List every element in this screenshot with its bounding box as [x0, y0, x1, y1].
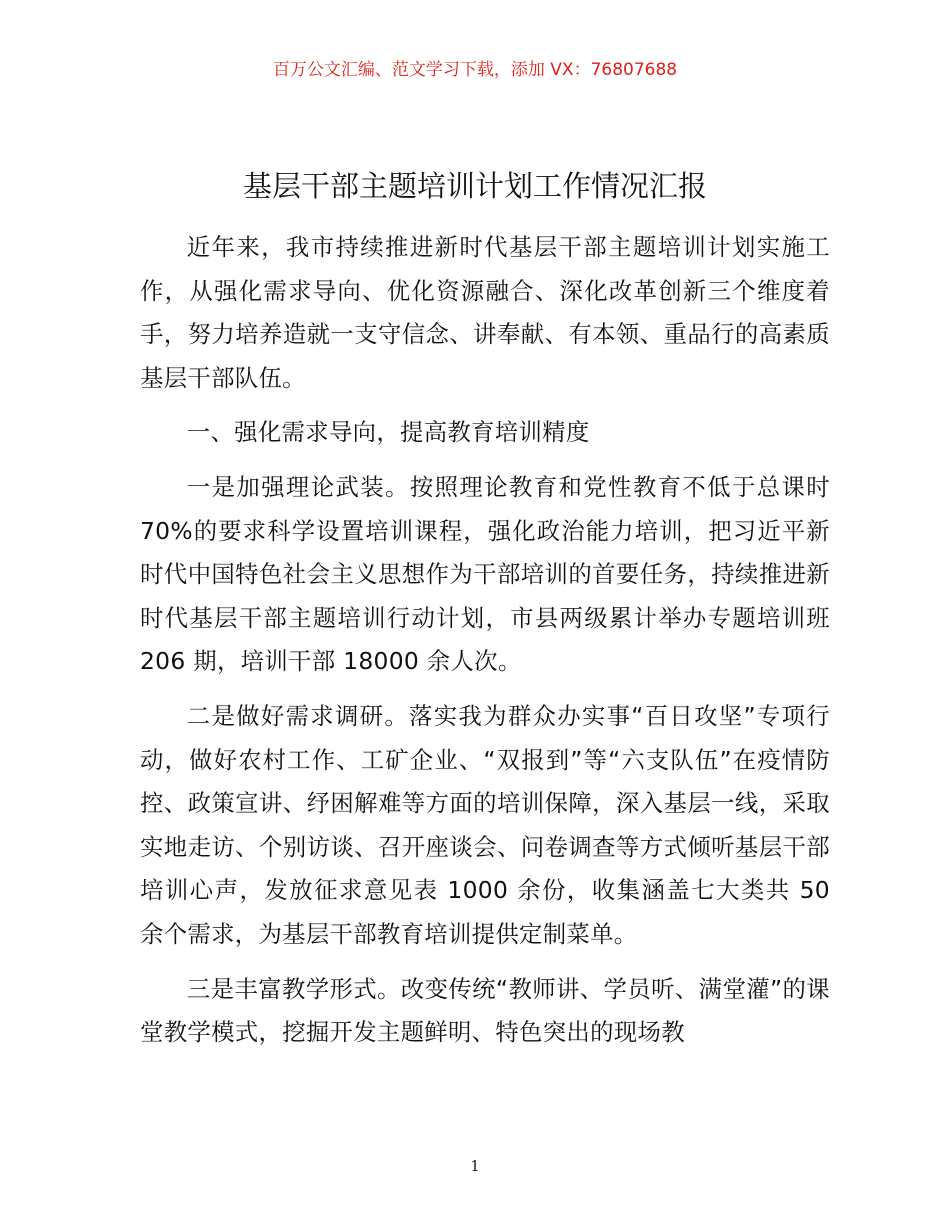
document-title: 基层干部主题培训计划工作情况汇报 — [242, 169, 707, 203]
header-watermark-note: 百万公文汇编、范文学习下载，添加 VX：76807688 — [272, 60, 678, 80]
paragraph-theory: 一是加强理论武装。按照理论教育和党性教育不低于总课时 70%的要求科学设置培训课程，强化政治能力培训，把习近平新时代中国特色社会主义思想作为干部培训的首要任务，持续推进新时代基层干部主题培训行动计划，市县两级累计举办专题培训班 206 期，培训干部 18000 余人次。 — [140, 472, 830, 676]
page-number: 1 — [470, 1157, 480, 1175]
section-heading-1: 一、强化需求导向，提高教育培训精度 — [186, 418, 590, 447]
document-body — [140, 226, 830, 1055]
intro-paragraph: 近年来，我市持续推进新时代基层干部主题培训计划实施工作，从强化需求导向、优化资源融合、深化改革创新三个维度着手，努力培养造就一支守信念、讲奉献、有本领、重品行的高素质基层干部队伍。 — [140, 233, 830, 392]
paragraph-needs-survey: 二是做好需求调研。落实我为群众办实事“百日攻坚”专项行动，做好农村工作、工矿企业、“双报到”等“六支队伍”在疫情防控、政策宣讲、纾困解难等方面的培训保障，深入基层一线，采取实地走访、个别访谈、召开座谈会、问卷调查等方式倾听基层干部培训心声，发放征求意见表 1000 余份，收集涵盖七大类共 50 余个需求，为基层干部教育培训提供定制菜单。 — [140, 701, 830, 948]
paragraph-teaching-forms: 三是丰富教学形式。改变传统“教师讲、学员听、满堂灌”的课堂教学模式，挖掘开发主题鲜明、特色突出的现场教 — [140, 974, 830, 1047]
